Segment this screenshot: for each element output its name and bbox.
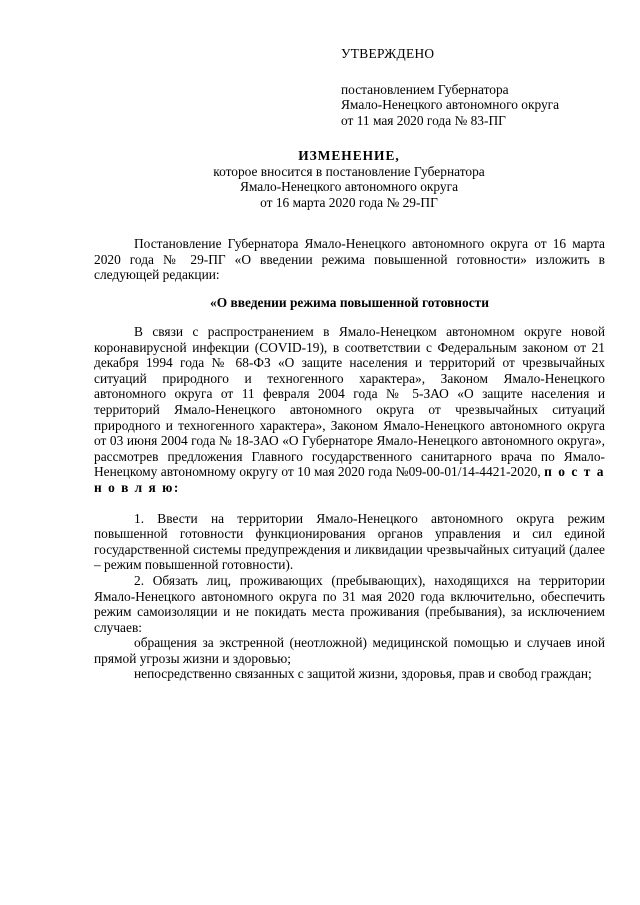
title-line-2: Ямало-Ненецкого автономного округа	[239, 179, 459, 195]
approval-line-2: Ямало-Ненецкого автономного округа	[341, 97, 560, 113]
title-line-3: от 16 марта 2020 года № 29-ПГ	[260, 194, 438, 210]
title-main: ИЗМЕНЕНИЕ,	[298, 148, 400, 163]
point-1: 1. Ввести на территории Ямало-Ненецкого автономного округа режим повышенной готовности функционирования органов управления и сил единой государственной системы предупреждения и ликвидации чрезвычайных ситуаций (далее – режим повышенной готовности).	[94, 510, 605, 573]
approval-heading: УТВЕРЖДЕНО	[341, 46, 435, 61]
decree-word: п о с т а н о в л я ю:	[94, 464, 605, 495]
approval-line-1: постановлением Губернатора	[341, 81, 509, 97]
exception-2: непосредственно связанных с защитой жизни, здоровья, прав и свобод граждан;	[134, 666, 592, 682]
preamble-text: В связи с распространением в Ямало-Ненецком автономном округе новой коронавирусной инфекции (COVID-19), в соответствии с Федеральным законом от 21 декабря 1994 года № 68-ФЗ «О защите населения и территорий от чрезвычайных ситуаций природного и техногенного характера», Законом Ямало-Ненецкого автономного округа от 11 февраля 2004 года № 5-ЗАО «О защите населения и территорий Ямало-Ненецкого автономного округа от чрезвычайных ситуаций природного и техногенного характера», Законом Ямало-Ненецкого автономного округа от 03 июня 2004 года № 18-ЗАО «О Губернаторе Ямало-Ненецкого автономного округа», рассмотрев предложения Главного государственного санитарного врача по Ямало-Ненецкому автономному округу от 10 мая 2020 года №09-00-01/14-4421-2020,	[94, 324, 605, 480]
point-2: 2. Обязать лиц, проживающих (пребывающих), находящихся на территории Ямало-Ненецкого автономного округа по 31 мая 2020 года включительно, обеспечить режим самоизоляции и не покидать места проживания (пребывания), за исключением случаев:	[94, 572, 605, 635]
approval-line-3: от 11 мая 2020 года № 83-ПГ	[341, 112, 506, 128]
title-line-1: которое вносится в постановление Губернатора	[213, 163, 485, 179]
exception-1: обращения за экстренной (неотложной) медицинской помощью и случаев иной прямой угрозы жизни и здоровью;	[94, 635, 605, 666]
approval-stamp	[341, 46, 631, 128]
resolution-subtitle: «О введении режима повышенной готовности	[210, 295, 489, 310]
document-title	[94, 148, 604, 210]
intro-paragraph: Постановление Губернатора Ямало-Ненецкого автономного округа от 16 марта 2020 года № 29-ПГ «О введении режима повышенной готовности» изложить в следующей редакции:	[94, 236, 605, 283]
resolution-body	[94, 324, 605, 682]
preamble-paragraph	[94, 324, 605, 496]
